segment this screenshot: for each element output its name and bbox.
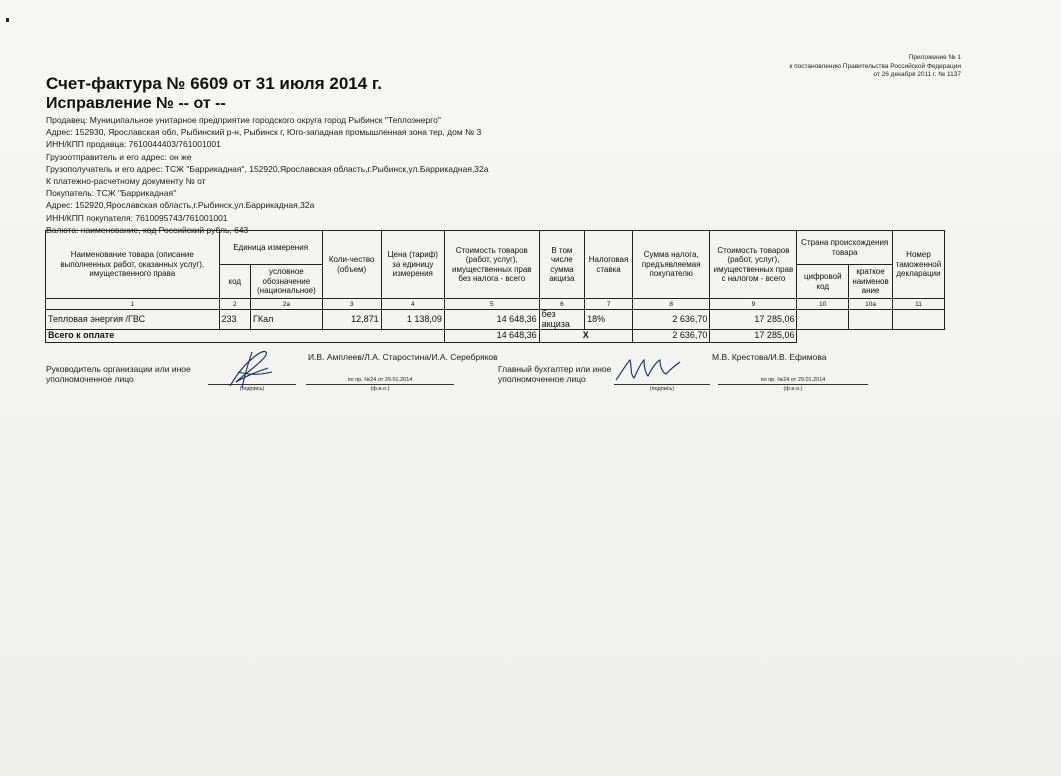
column-number: 10 [797,299,849,310]
accountant-names: М.В. Крестова/И.В. Ефимова [712,352,827,362]
header-tax-rate: Налоговая ставка [585,231,633,299]
accountant-sign-caption: (подпись) [649,386,675,392]
total-sum: 17 285,06 [710,330,797,343]
header-country: Страна происхождения товара [797,231,893,265]
currency: Валюта: наименование, код Российский рубль, 643 [46,224,249,235]
head-names: И.В. Амплеев/Л.А. Старостина/И.А. Серебряков [308,352,498,362]
accountant-signature-line [614,384,710,385]
column-number: 11 [892,299,944,310]
appendix-line: от 26 декабря 2011 г. № 1137 [873,71,961,78]
seller-address: Адрес: 152930, Ярославская обл, Рыбинский р-н, Рыбинск г, Юго-западная промышленная зона тер, дом № 3 [46,127,482,138]
buyer-address: Адрес: 152920,Ярославская область,г.Рыбинск,ул.Баррикадная,32а [46,200,315,211]
scan-artifact [6,18,9,22]
column-number: 10а [849,299,893,310]
column-number: 8 [632,299,709,310]
header-excise: В том числе сумма акциза [539,231,584,299]
column-number: 2а [251,299,323,310]
row-price: 1 138,09 [381,310,444,330]
column-number: 5 [444,299,539,310]
row-qty: 12,871 [322,310,381,330]
total-x-mark: Х [539,330,632,343]
header-unit-code: код [219,265,251,299]
appendix-line: Приложение № 1 [908,54,961,61]
head-label: Руководитель организации или иное уполномоченное лицо [46,364,191,384]
accountant-name-line [718,384,868,385]
column-number: 6 [539,299,584,310]
shipper: Грузоотправитель и его адрес: он же [46,151,192,162]
total-empty [797,330,945,343]
header-country-code: цифровой код [797,265,849,299]
header-qty: Коли-чество (объем) [322,231,381,299]
column-number: 4 [381,299,444,310]
column-number: 7 [585,299,633,310]
column-numbers-row [46,299,945,310]
appendix-line: к постановлению Правительства Российской Федерации [789,62,961,70]
appendix-note [701,54,961,80]
row-name: Тепловая энергия /ГВС [46,310,220,330]
row-unit-code: 233 [219,310,251,330]
header-country-name: краткое наименов ание [849,265,893,299]
column-number: 1 [46,299,220,310]
seller: Продавец: Муниципальное унитарное предприятие городского округа город Рыбинск "Теплоэнерго" [46,115,441,125]
head-sign-caption: (подпись) [239,386,265,392]
table-row [46,310,945,330]
head-name-caption: (ф.и.о.) [370,386,390,392]
header-name: Наименование товара (описание выполненных работ, оказанных услуг), имущественного права [46,231,220,299]
invoice-table [45,230,945,343]
head-name-line [306,384,454,385]
header-price: Цена (тариф) за единицу измерения [381,231,444,299]
column-number: 9 [710,299,797,310]
accountant-name-caption: (ф.и.о.) [783,386,803,392]
payment-document: К платежно-расчетному документу № от [46,176,206,187]
head-signature-icon [222,346,282,392]
seller-inn: ИНН/КПП продавца: 7610044403/761001001 [46,139,221,150]
header-cost-with-tax: Стоимость товаров (работ, услуг), имущественных прав с налогом - всего [710,231,797,299]
total-tax: 2 636,70 [632,330,709,343]
row-cost: 14 648,36 [444,310,539,330]
row-country-code [797,310,849,330]
invoice-details [46,114,746,236]
accountant-signature-icon [612,354,682,384]
invoice-title: Счет-фактура № 6609 от 31 июля 2014 г. [46,74,383,93]
accountant-label: Главный бухгалтер или иное уполномоченное лицо [498,364,612,384]
total-label: Всего к оплате [46,330,445,343]
head-proxy: по пр. №24 от 29.01.2014 [347,377,413,383]
header-cost-no-tax: Стоимость товаров (работ, услуг), имущественных прав без налога - всего [444,231,539,299]
header-customs: Номер таможенной декларации [892,231,944,299]
column-number: 3 [322,299,381,310]
header-tax-sum: Сумма налога, предъявляемая покупателю [632,231,709,299]
row-customs [892,310,944,330]
row-unit: ГКал [251,310,323,330]
row-total: 17 285,06 [710,310,797,330]
consignee: Грузополучатель и его адрес: ТСЖ "Баррикадная", 152920,Ярославская область,г.Рыбинск,ул.Баррикадная,32а [46,163,489,174]
buyer-inn: ИНН/КПП покупателя: 7610095743/761001001 [46,212,228,223]
correction-title: Исправление № -- от -- [46,95,226,112]
row-country-name [849,310,893,330]
total-row [46,330,945,343]
row-excise: без акциза [539,310,584,330]
total-cost: 14 648,36 [444,330,539,343]
header-unit: Единица измерения [219,231,322,265]
buyer: Покупатель: ТСЖ "Баррикадная" [46,188,177,199]
header-unit-symbol: условное обозначение (национальное) [251,265,323,299]
column-number: 2 [219,299,251,310]
row-tax-rate: 18% [585,310,633,330]
row-tax-sum: 2 636,70 [632,310,709,330]
accountant-proxy: по пр. №24 от 29.01.2014 [760,377,826,383]
